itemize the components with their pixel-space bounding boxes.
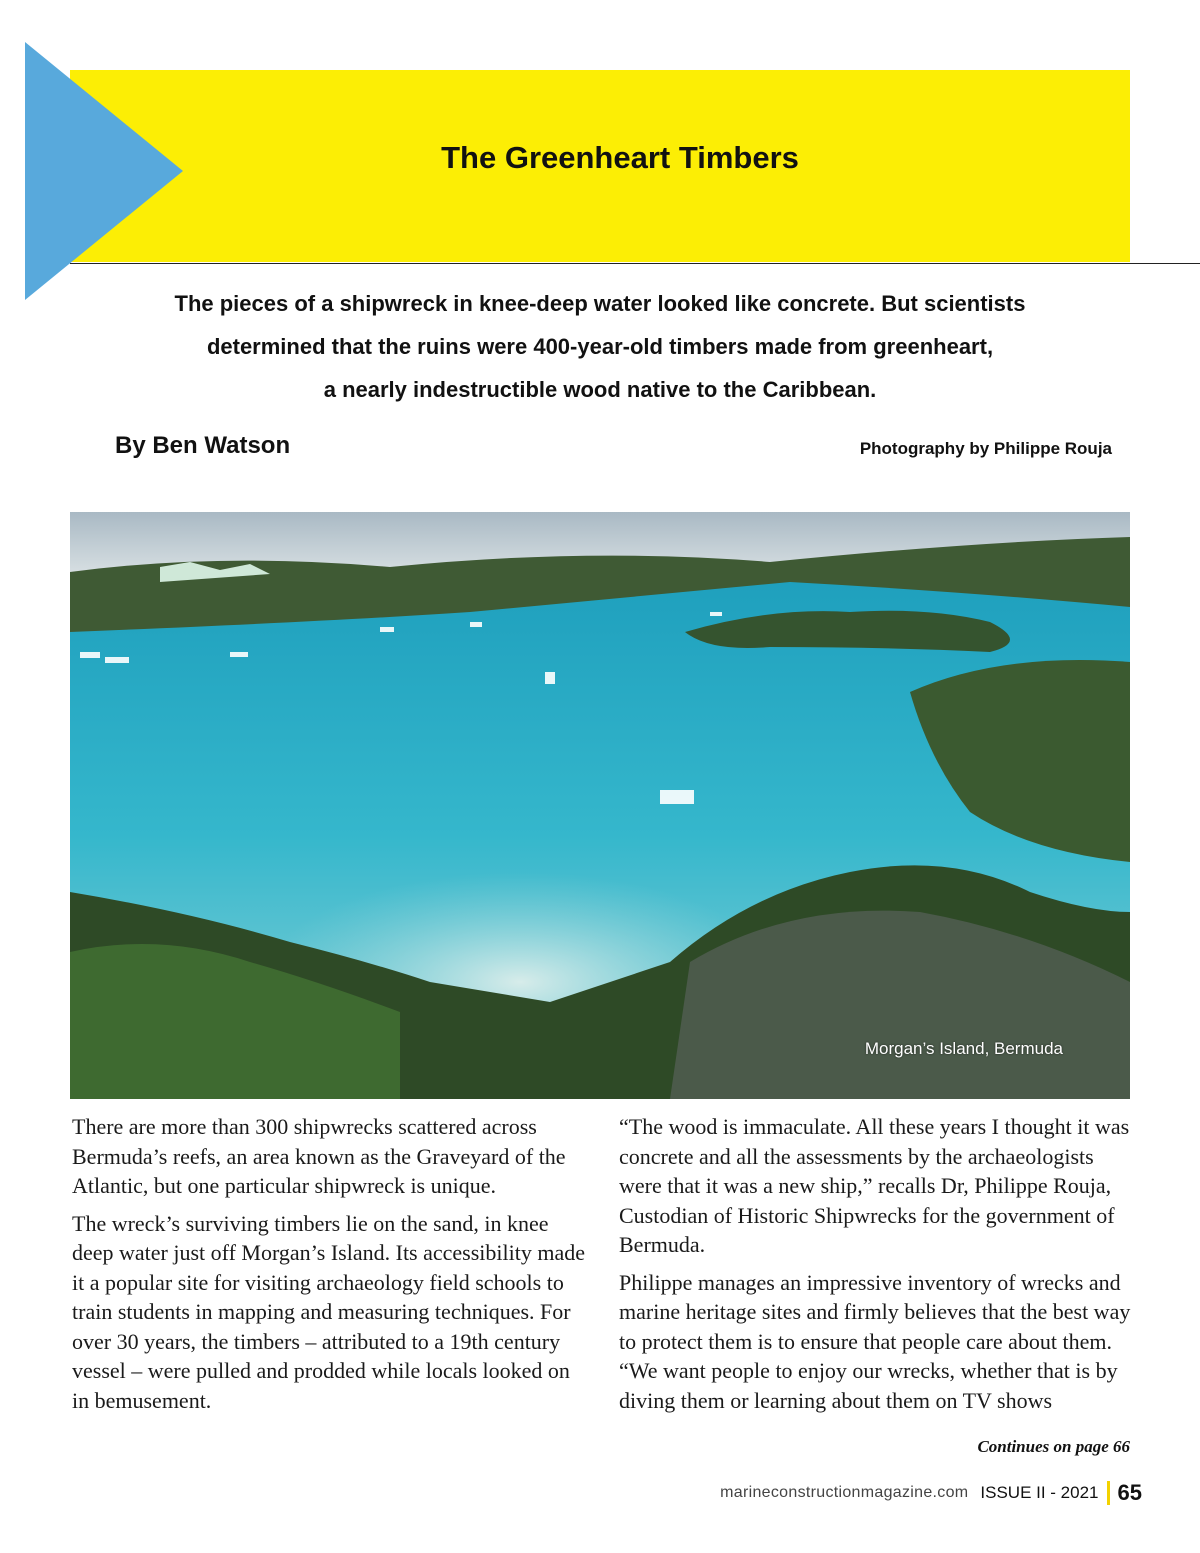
footer-issue: ISSUE II - 2021	[980, 1483, 1099, 1502]
bay-landscape-image	[70, 512, 1130, 1099]
body-paragraph: There are more than 300 shipwrecks scattered across Bermuda’s reefs, an area known as the Graveyard of the Atlantic, but one particular shipwreck is unique.	[72, 1114, 566, 1198]
photo-credit: Photography by Philippe Rouja	[859, 439, 1112, 458]
body-paragraph: Philippe manages an impressive inventory of wrecks and marine heritage sites and firmly believes that the best way to protect them is to ensure that people care about them. “We want people to enjoy our wrecks, whether that is by diving them or learning about them on TV shows	[619, 1269, 1131, 1413]
deck-line: determined that the ruins were 400-year-old timbers made from greenheart,	[206, 334, 994, 359]
deck-line: The pieces of a shipwreck in knee-deep water looked like concrete. But scientists	[174, 291, 1026, 316]
body-paragraph: The wreck’s surviving timbers lie on the sand, in knee deep water just off Morgan’s Island. Its accessibility made it a popular site for visiting archaeology field schools to train students in mapping and measuring techniques. For over 30 years, the timbers – attributed to a 19th century vessel – were pulled and prodded while locals looked on in bemusement.	[72, 1210, 586, 1413]
byline: By Ben Watson	[115, 432, 291, 459]
article-deck	[80, 282, 1120, 411]
header-rule	[70, 263, 1200, 264]
footer-divider	[1107, 1481, 1110, 1505]
hero-photo	[70, 512, 1130, 1099]
right-column	[619, 1112, 1139, 1423]
continues-note: Continues on page 66	[977, 1437, 1130, 1456]
deck-line: a nearly indestructible wood native to the Caribbean.	[323, 377, 877, 402]
photo-caption: Morgan’s Island, Bermuda	[864, 1039, 1063, 1058]
article-title: The Greenheart Timbers	[441, 140, 799, 175]
page-number: 65	[1117, 1480, 1142, 1505]
page-footer	[720, 1480, 1142, 1506]
body-paragraph: “The wood is immaculate. All these years I thought it was concrete and all the assessments by the archaeologists were that it was a new ship,” recalls Dr, Philippe Rouja, Custodian of Historic Shipwrecks for the government of Bermuda.	[619, 1114, 1130, 1257]
footer-site: marineconstructionmagazine.com	[720, 1484, 969, 1501]
left-column	[72, 1112, 592, 1423]
